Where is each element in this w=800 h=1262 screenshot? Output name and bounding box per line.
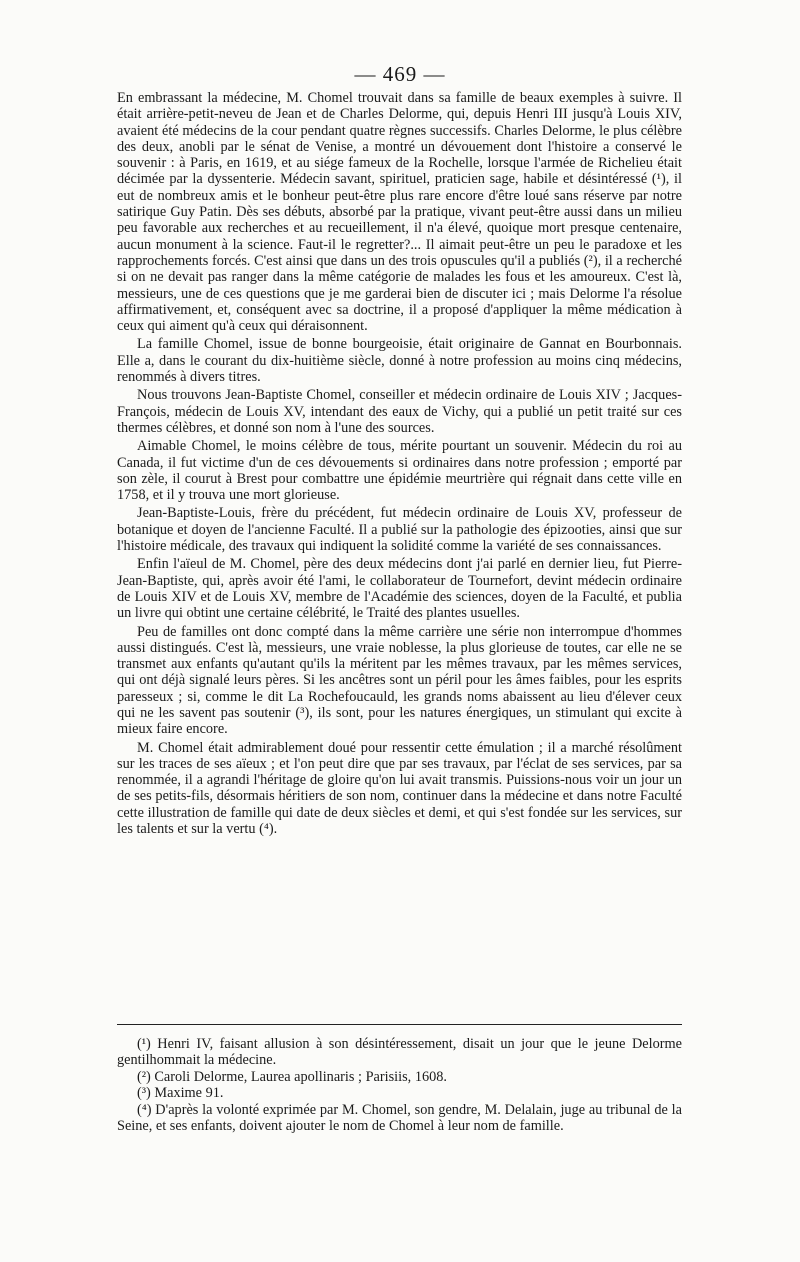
- paragraph: Enfin l'aïeul de M. Chomel, père des deux médecins dont j'ai parlé en dernier lieu, fut Pierre-Jean-Baptiste, qui, après avoir été l'ami, le collaborateur de Tournefort, devint médecin ordinaire de Louis XIV et de Louis XV, membre de l'Académie des sciences, doyen de la Faculté, et publia un livre qui obtint une certaine célébrité, le Traité des plantes usuelles.: [117, 556, 682, 622]
- paragraph: Jean-Baptiste-Louis, frère du précédent, fut médecin ordinaire de Louis XV, professeur de botanique et doyen de l'ancienne Faculté. Il a publié sur la pathologie des épizooties, ainsi que sur l'histoire médicale, des travaux qui indiquent la solidité comme la variété de ses connaissances.: [117, 505, 682, 555]
- paragraph: La famille Chomel, issue de bonne bourgeoisie, était originaire de Gannat en Bourbonnais. Elle a, dans le courant du dix-huitième siècle, donné à notre profession au moins cinq médecins, renommés à divers titres.: [117, 336, 682, 386]
- paragraph: Peu de familles ont donc compté dans la même carrière une série non interrompue d'hommes aussi distingués. C'est là, messieurs, une vraie noblesse, la plus glorieuse de toutes, car elle ne se transmet aux enfants qu'autant qu'ils la méritent par les mêmes travaux, par les mêmes services, qui ont déjà signalé leurs pères. Si les ancêtres sont un péril pour les âmes faibles, pour les esprits paresseux ; si, comme le dit La Rochefoucauld, les grands noms abaissent au lieu d'élever ceux qui ne les savent pas soutenir (³), ils sont, pour les natures énergiques, un stimulant qui excite à mieux faire encore.: [117, 623, 682, 738]
- footnote: (⁴) D'après la volonté exprimée par M. Chomel, son gendre, M. Delalain, juge au tribunal de la Seine, et ses enfants, doivent ajouter le nom de Chomel à leur nom de famille.: [117, 1101, 682, 1135]
- footnote: (²) Caroli Delorme, Laurea apollinaris ; Parisiis, 1608.: [137, 1068, 448, 1085]
- footnote: (³) Maxime 91.: [137, 1085, 224, 1102]
- footnotes: [117, 1024, 682, 1134]
- paragraph: Aimable Chomel, le moins célèbre de tous, mérite pourtant un souvenir. Médecin du roi au Canada, il fut victime d'un de ces dévouements si ordinaires dans notre profession ; emporté par son zèle, il courut à Brest pour combattre une épidémie meurtrière qui régnait dans cette ville en 1758, et il y trouva une mort glorieuse.: [117, 438, 682, 504]
- paragraph: Nous trouvons Jean-Baptiste Chomel, conseiller et médecin ordinaire de Louis XIV ; Jacques-François, médecin de Louis XV, intendant des eaux de Vichy, qui a publié un petit traité sur ces thermes célèbres, et donné son nom à l'une des sources.: [117, 387, 682, 436]
- paragraph: En embrassant la médecine, M. Chomel trouvait dans sa famille de beaux exemples à suivre. Il était arrière-petit-neveu de Jean et de Charles Delorme, qui, depuis Henri III jusqu'à Louis XIV, avaient été médecins de la cour pendant quatre règnes successifs. Charles Delorme, le plus célèbre des deux, anobli par le sénat de Venise, a montré un dévouement dont l'histoire a conservé le souvenir : à Paris, en 1619, et au siége fameux de la Rochelle, lorsque l'armée de Richelieu était décimée par la dyssenterie. Médecin savant, spirituel, praticien sage, habile et désintéressé (¹), il eut de nombreux amis et le bonheur peut-être plus rare encore d'être loué sans réserve par notre satirique Guy Patin. Dès ses débuts, absorbé par la pratique, vivant peut-être aussi dans un milieu peu favorable aux recherches et au recueillement, il n'a élevé, quoique mort presque centenaire, aucun monument à la science. Faut-il le regretter?... Il aimait peut-être un peu le paradoxe et les rapprochements forcés. C'est ainsi que dans un des trois opuscules qu'il a publiés (²), il a recherché si on ne devait pas ranger dans la même catégorie de malades les fous et les amoureux. C'est là, messieurs, une de ces questions que je me garderai bien de discuter ici ; mais Delorme l'a résolue affirmativement, et, conséquent avec sa doctrine, il a proposé d'appliquer la même médication à ceux qui aiment qu'à ceux qui déraisonnent.: [117, 90, 682, 335]
- footnote: (¹) Henri IV, faisant allusion à son désintéressement, disait un jour que le jeune Delorme gentilhommait la médecine.: [117, 1036, 682, 1069]
- paragraph: M. Chomel était admirablement doué pour ressentir cette émulation ; il a marché résolûment sur les traces de ses aïeux ; et l'on peut dire que par ses travaux, par l'éclat de ses services, par sa renommée, il a agrandi l'héritage de gloire qu'on lui avait transmis. Puissions-nous voir un jour un de ses petits-fils, désormais héritiers de son nom, continuer dans la médecine et dans notre Faculté cette illustration de famille qui date de deux siècles et demi, et qui s'est fondée sur les services, sur les talents et sur la vertu (⁴).: [117, 739, 682, 838]
- main-text: [117, 90, 682, 839]
- page-number: — 469 —: [354, 62, 446, 86]
